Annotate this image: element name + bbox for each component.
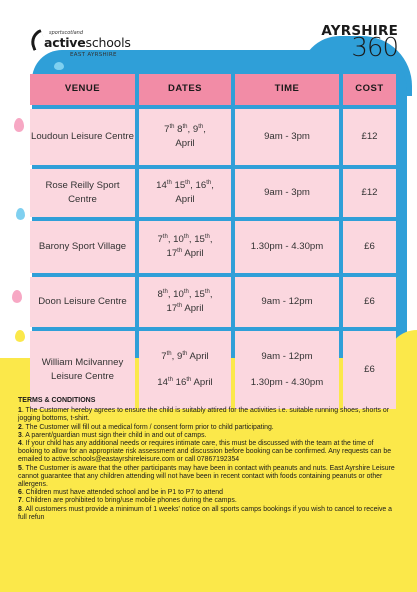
cost-cell: £6 [343, 221, 396, 273]
dates-text: 14th 15th, 16th, April [156, 179, 214, 205]
venue-cell: Barony Sport Village [30, 221, 135, 273]
terms-item-number: 7 [18, 497, 22, 505]
terms-item-text: . The Customer hereby agrees to ensure the child is suitably attired for the activities i.e. suitable running shoes, shorts or jogging bottoms, t-shirt. [18, 407, 390, 423]
date-ordinal: th [162, 288, 168, 295]
table-header-row [30, 74, 396, 105]
date-ordinal: th [162, 233, 168, 240]
dates-cell [139, 109, 231, 165]
table-row [30, 221, 396, 273]
venue-cell: William Mcilvanney Leisure Centre [30, 331, 135, 409]
terms-item-number: 6 [18, 489, 22, 497]
date-ordinal: th [177, 302, 183, 309]
venue-cell: Doon Leisure Centre [30, 277, 135, 327]
dates-text: 7th 8th, 9th, April [164, 123, 206, 149]
date-day: 16 [195, 179, 207, 191]
time-line: 1.30pm - 4.30pm [250, 377, 324, 388]
terms-item [18, 432, 398, 440]
terms-item-number: 1 [18, 407, 22, 415]
date-ordinal: th [166, 350, 172, 357]
terms-item-number: 3 [18, 431, 22, 439]
terms-item-text: . Children must have attended school and be in P1 to P7 to attend [21, 489, 223, 497]
date-day: 7 [157, 233, 163, 245]
time-line: 9am - 12pm [261, 350, 313, 362]
date-day: 14 [156, 179, 167, 191]
dates-line [157, 376, 212, 390]
date-ordinal: th [186, 376, 192, 383]
header-time: TIME [235, 74, 339, 105]
terms-item-text: . All customers must provide a minimum of 1 weeks' notice on all sports camps bookings if you wish to cancel to receive a full refun [18, 505, 392, 521]
terms-item-number: 4 [18, 440, 22, 448]
logo-ayrshire-text: AYRSHIRE [321, 23, 398, 39]
table-row [30, 169, 396, 217]
date-day: 15 [194, 288, 205, 300]
ayrshire-360-logo [316, 23, 412, 63]
date-day: 15 [174, 179, 186, 191]
terms-item-text: . The Customer will fill out a medical form / consent form prior to child participating. [21, 423, 274, 431]
dates-line: 7th, 9th April [161, 350, 209, 362]
terms-item [18, 407, 398, 423]
date-month: April [189, 350, 209, 362]
cost-cell: £6 [343, 277, 396, 327]
dates-text: 8th, 10th, 15th, 17th April [157, 288, 213, 314]
dates-cell [139, 221, 231, 273]
terms-item [18, 424, 398, 432]
time-cell: 9am - 12pm [235, 277, 339, 327]
logo-main-text: activeschools [44, 35, 131, 50]
date-ordinal: th [204, 233, 210, 240]
easter-egg-decoration [15, 330, 25, 342]
date-ordinal: th [167, 376, 173, 383]
cost-cell: £12 [343, 169, 396, 217]
logo-360-text: 360 [351, 33, 398, 63]
table-row [30, 277, 396, 327]
terms-item-number: 8 [18, 505, 22, 513]
terms-item [18, 440, 398, 465]
logo-sub-text: EAST AYRSHIRE [70, 52, 117, 58]
date-day: 9 [176, 350, 183, 362]
date-ordinal: th [177, 247, 183, 254]
date-ordinal: th [183, 233, 189, 240]
terms-item [18, 506, 398, 522]
date-day: 14 [157, 377, 168, 388]
date-day: 17 [166, 248, 178, 259]
date-day: 10 [173, 288, 184, 300]
schedule-table [30, 74, 396, 413]
terms-item-text: . Children are prohibited to bring/use mobile phones during the camps. [21, 497, 237, 505]
date-month: April [175, 138, 195, 149]
terms-list [18, 407, 398, 522]
header-dates: DATES [139, 74, 231, 105]
terms-and-conditions [18, 397, 398, 522]
header-venue: VENUE [30, 74, 135, 105]
time-cell: 9am - 3pm [235, 109, 339, 165]
date-day: 7 [161, 350, 167, 362]
date-ordinal: th [185, 179, 191, 186]
date-month: April [193, 377, 213, 388]
active-schools-logo [30, 30, 170, 68]
terms-item-text: . A parent/guardian must sign their child in and out of camps. [21, 431, 207, 439]
dates-cell [139, 169, 231, 217]
terms-item [18, 497, 398, 505]
terms-item [18, 489, 398, 497]
date-ordinal: th [182, 350, 188, 357]
date-day: 17 [166, 303, 178, 314]
cost-cell: £12 [343, 109, 396, 165]
time-cell: 1.30pm - 4.30pm [235, 221, 339, 273]
date-ordinal: th [182, 123, 188, 130]
date-ordinal: th [198, 123, 204, 130]
date-day: 7 [164, 123, 170, 135]
date-day: 10 [173, 233, 184, 245]
date-month: April [175, 194, 195, 205]
date-ordinal: th [169, 123, 175, 130]
date-day: 8 [177, 123, 183, 135]
terms-item-text: . The Customer is aware that the other participants may have been in contact with peanuts and nuts. East Ayrshire Leisure cannot guarantee that any children attending will not have been in recent contact with foods containing peanuts or other allergens. [18, 464, 395, 489]
terms-item-text: . If your child has any additional needs or requires intimate care, this must be discussed with the team at the time of booking to allow for an appropriate risk assessment and discussion before booking can be confirmed. Any requests can be emailed to active.schools@eastayrshireleisure.com or call 07867192354 [18, 440, 392, 464]
date-day: 15 [194, 233, 205, 245]
dates-cell [139, 277, 231, 327]
date-month: April [184, 303, 204, 314]
date-ordinal: th [166, 179, 172, 186]
easter-egg-decoration [14, 118, 24, 132]
date-ordinal: th [204, 288, 210, 295]
dates-text: 7th, 10th, 15th, 17th April [157, 233, 213, 259]
terms-item [18, 465, 398, 490]
terms-title: TERMS & CONDITIONS [18, 397, 96, 404]
date-day: 9 [192, 123, 199, 135]
venue-cell: Rose Reilly Sport Centre [30, 169, 135, 217]
date-month: April [184, 248, 204, 259]
date-day: 8 [157, 288, 163, 300]
time-cell: 9am - 3pm [235, 169, 339, 217]
date-ordinal: th [183, 288, 189, 295]
date-ordinal: th [206, 179, 212, 186]
logo-small-text: sportscotland [49, 30, 84, 36]
cost-cell: £6 [343, 331, 396, 409]
easter-egg-decoration [12, 290, 22, 303]
header-cost: COST [343, 74, 396, 105]
table-row [30, 109, 396, 165]
date-day: 16 [175, 377, 187, 388]
terms-item-number: 5 [18, 464, 22, 472]
venue-cell: Loudoun Leisure Centre [30, 109, 135, 165]
terms-item-number: 2 [18, 423, 22, 431]
easter-egg-decoration [16, 208, 25, 220]
